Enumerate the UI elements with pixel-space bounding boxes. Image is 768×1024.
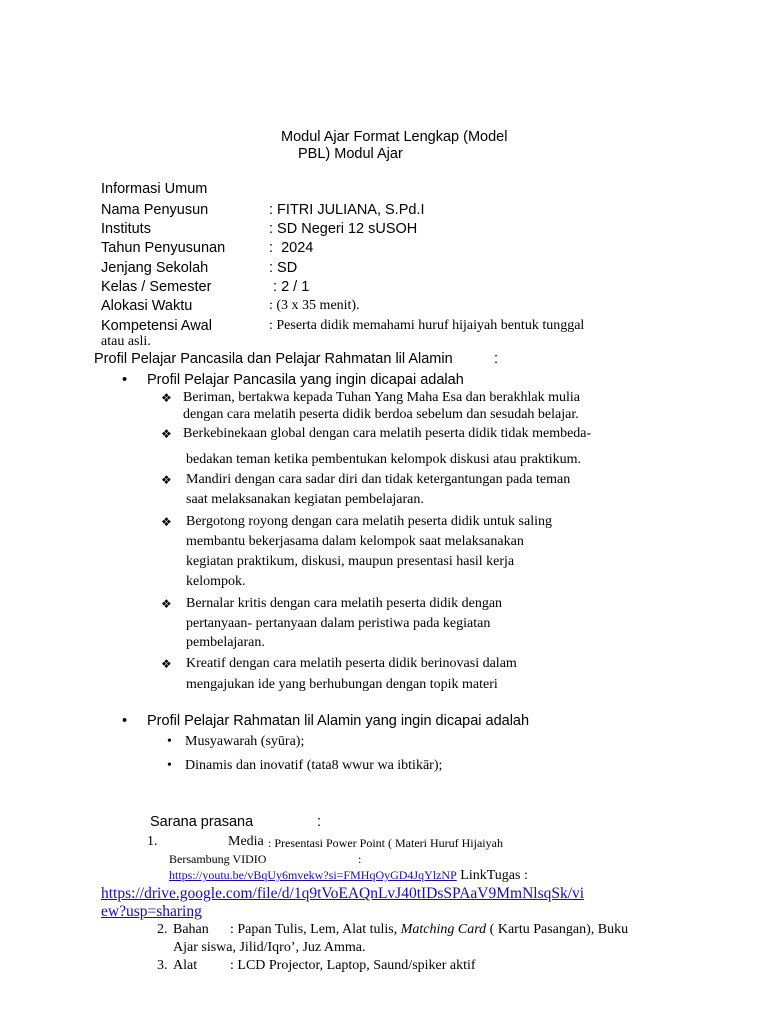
sarana-item-2-line2: Ajar siswa, Jilid/Iqro’, Juz Amma. — [173, 940, 366, 955]
pancasila-item-6-line2: mengajukan ide yang berhubungan dengan topik materi — [186, 677, 498, 692]
info-label-instituts: Instituts — [101, 221, 151, 237]
drive-link-line1[interactable]: https://drive.google.com/file/d/1q9tVoEAQnLvJ40tIDsSPAaV9MmNlsqSk/vi — [101, 885, 585, 902]
pancasila-item-2-line1: Berkebinekaan global dengan cara melatih peserta didik tidak membeda- — [183, 426, 592, 441]
rahmatan-item-2: Dinamis dan inovatif (tata8 wwur wa ibtikār); — [185, 758, 443, 773]
sarana-item-2-number: 2. — [157, 922, 168, 937]
pancasila-item-4-line4: kelompok. — [186, 574, 246, 589]
youtube-link[interactable]: https://youtu.be/vBqUy6mvekw?si=FMHqOyGD4JqYlzNP — [169, 868, 457, 882]
pancasila-item-2-line2: bedakan teman ketika pembentukan kelompok diskusi atau praktikum. — [186, 452, 582, 467]
bullet-icon: • — [167, 734, 172, 749]
info-value-instituts: : SD Negeri 12 sUSOH — [269, 221, 418, 237]
document-title-line1: Modul Ajar Format Lengkap (Model — [281, 129, 508, 145]
pancasila-item-4-line3: kegiatan praktikum, diskusi, maupun presentasi hasil kerja — [186, 554, 515, 569]
pancasila-item-5-line1: Bernalar kritis dengan cara melatih peserta didik dengan — [186, 596, 503, 611]
diamond-bullet-icon: ❖ — [161, 515, 172, 529]
pancasila-item-3-line2: saat melaksanakan kegiatan pembelajaran. — [186, 492, 424, 507]
sarana-item-1-colon2: : — [358, 852, 362, 866]
info-value-alokasi: : (3 x 35 menit). — [269, 298, 360, 313]
sarana-heading: Sarana prasana — [150, 814, 254, 830]
link-tugas-label: LinkTugas : — [456, 868, 528, 883]
sarana-links-line — [169, 866, 528, 884]
pancasila-item-4-line1: Bergotong royong dengan cara melatih peserta didik untuk saling — [186, 514, 552, 529]
bullet-icon: • — [122, 713, 128, 729]
sarana-item-3-text: : LCD Projector, Laptop, Saund/spiker aktif — [230, 958, 476, 973]
diamond-bullet-icon: ❖ — [161, 391, 172, 405]
info-value-kompetensi: : Peserta didik memahami huruf hijaiyah bentuk tunggal — [269, 318, 585, 333]
sarana-item-1-label: Media — [228, 834, 264, 849]
rahmatan-item-1: Musyawarah (syūra); — [185, 734, 305, 749]
info-value-kelas: : 2 / 1 — [269, 279, 310, 295]
bullet-icon: • — [167, 758, 172, 773]
info-value-tahun: : 2024 — [269, 240, 314, 256]
sarana-item-1-text: : Presentasi Power Point ( Materi Huruf Hijaiyah — [268, 836, 503, 850]
sarana-heading-colon: : — [317, 814, 322, 830]
pancasila-heading: Profil Pelajar Pancasila yang ingin dicapai adalah — [147, 372, 464, 388]
info-kompetensi-continuation: atau asli. — [101, 334, 151, 349]
sarana-item-2-text-a: : Papan Tulis, Lem, Alat tulis, — [230, 922, 401, 937]
sarana-item-3-label: Alat — [173, 958, 198, 973]
matching-card-text: Matching Card — [400, 922, 487, 937]
info-heading: Informasi Umum — [101, 181, 208, 197]
profil-heading-colon: : — [494, 351, 499, 367]
diamond-bullet-icon: ❖ — [161, 657, 172, 671]
pancasila-item-4-line2: membantu bekerjasama dalam kelompok saat melaksanakan — [186, 534, 524, 549]
info-label-tahun: Tahun Penyusunan — [101, 240, 226, 256]
info-label-kompetensi: Kompetensi Awal — [101, 318, 212, 334]
sarana-item-1-number: 1. — [147, 834, 158, 849]
drive-link-line2[interactable]: ew?usp=sharing — [101, 903, 202, 920]
pancasila-item-1-line2: dengan cara melatih peserta didik berdoa sebelum dan sesudah belajar. — [183, 407, 579, 422]
info-value-nama: : FITRI JULIANA, S.Pd.I — [269, 202, 425, 218]
document-title-line2: PBL) Modul Ajar — [298, 146, 403, 162]
info-label-alokasi: Alokasi Waktu — [101, 298, 193, 314]
bullet-icon: • — [122, 372, 128, 388]
sarana-item-3-number: 3. — [157, 958, 168, 973]
pancasila-item-3-line1: Mandiri dengan cara sadar diri dan tidak ketergantungan pada teman — [186, 472, 571, 487]
info-value-jenjang: : SD — [269, 260, 298, 276]
diamond-bullet-icon: ❖ — [161, 473, 172, 487]
sarana-item-2-text-b: ( Kartu Pasangan), Buku — [486, 922, 629, 937]
info-label-jenjang: Jenjang Sekolah — [101, 260, 209, 276]
sarana-item-2-label: Bahan — [173, 922, 209, 937]
pancasila-item-5-line2: pertanyaan- pertanyaan dalam peristiwa pada kegiatan — [186, 616, 491, 631]
sarana-item-2-text — [230, 922, 628, 938]
profil-heading: Profil Pelajar Pancasila dan Pelajar Rahmatan lil Alamin — [94, 351, 453, 367]
diamond-bullet-icon: ❖ — [161, 597, 172, 611]
pancasila-item-1-line1: Beriman, bertakwa kepada Tuhan Yang Maha Esa dan berakhlak mulia — [183, 390, 580, 405]
rahmatan-heading: Profil Pelajar Rahmatan lil Alamin yang ingin dicapai adalah — [147, 713, 530, 729]
diamond-bullet-icon: ❖ — [161, 427, 172, 441]
info-label-nama: Nama Penyusun — [101, 202, 209, 218]
pancasila-item-6-line1: Kreatif dengan cara melatih peserta didik berinovasi dalam — [186, 656, 517, 671]
info-label-kelas: Kelas / Semester — [101, 279, 212, 295]
sarana-item-1-line2: Bersambung VIDIO — [169, 852, 267, 866]
pancasila-item-5-line3: pembelajaran. — [186, 635, 265, 650]
